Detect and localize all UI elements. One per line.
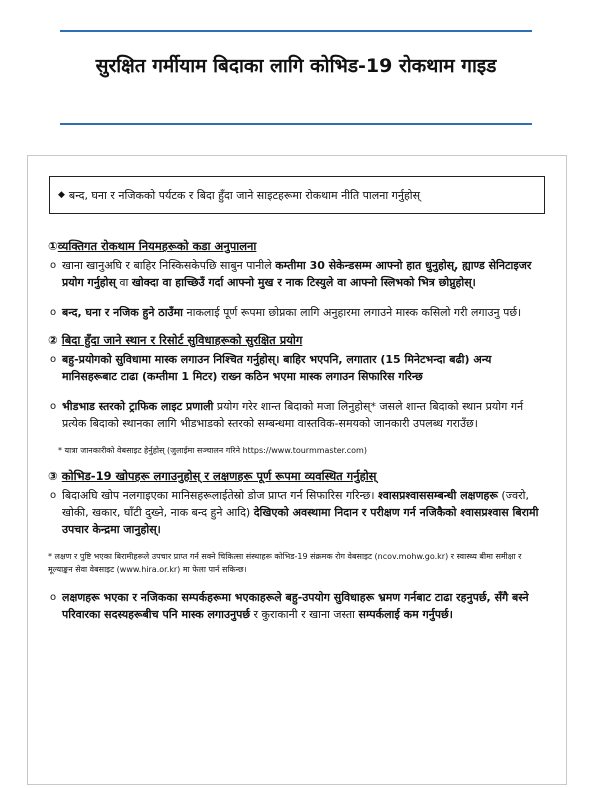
item-text: प्रयोग गरेर शान्त बिदाको मजा लिनुहोस्* जसले शान्त बिदाको स्थान प्रयोग गर्न प्रत्येक बिदाको स्थानका लागि भीडभाडको स्तरको सम्बन्धमा वास्तविक-समयको जानकारी उपलब्ध गराउँछ। [62, 400, 524, 430]
list-item [48, 398, 548, 432]
section-1-number: ① [48, 239, 58, 253]
item-text: खाना खानुअघि र बाहिर निस्किसकेपछि साबुन पानीले [62, 259, 276, 272]
item-text: वा [115, 276, 132, 289]
section-2-note: * यात्रा जानकारीको वेबसाइट हेर्नुहोस् (जुलाईमा सञ्चालन गरिने https://www.tourmmaster.com) [58, 446, 367, 455]
item-bold-text: बहु-प्रयोगको सुविधामा मास्क लगाउन निश्चित गर्नुहोस्। बाहिर भएपनि, लगातार (15 मिनेटभन्दा बढी) अन्य मानिसहरूबाट टाढा (कम्तीमा 1 मिटर) राख्न कठिन भएमा मास्क लगाउन सिफारिस गरिन्छ [62, 353, 492, 383]
item-text: र कुराकानी र खाना जस्ता [250, 608, 359, 621]
circle-bullet-icon: ο [50, 401, 57, 412]
section-1-heading [48, 238, 548, 254]
circle-bullet-icon: ο [50, 592, 57, 603]
circle-bullet-icon: ο [50, 490, 57, 501]
list-item [48, 351, 548, 385]
section-3-note: * लक्षण र पुष्टि भएका बिरामीहरूले उपचार प्राप्त गर्न सक्ने चिकित्सा संस्थाहरू कोभिड-19 संक्रमक रोग वेबसाइट (ncov.mohw.go.kr) र स्वास्थ्य बीमा समीक्षा र मूल्याङ्कन सेवा वेबसाइट (www.hira.or.kr) मा फेला पार्न सकिन्छ। [48, 552, 522, 574]
item-bold-text: सम्पर्कलाई कम गर्नुपर्छ। [358, 608, 453, 621]
section-3-number: ③ [48, 469, 58, 483]
circle-bullet-icon: ο [50, 354, 57, 365]
guide-content [48, 238, 548, 623]
callout-text: बन्द, घना र नजिकको पर्यटक र बिदा हुँदा जाने साइटहरूमा रोकथाम नीति पालना गर्नुहोस् [68, 188, 421, 202]
section-1-heading-text: व्यक्तिगत रोकथाम नियमहरूको कडा अनुपालना [57, 239, 257, 253]
item-bold-text: बन्द, घना र नजिक हुने ठाउँमा [62, 306, 184, 319]
section-3-heading [48, 468, 548, 484]
circle-bullet-icon: ο [50, 307, 57, 318]
section-2-number: ② [48, 333, 58, 347]
callout-box [49, 176, 545, 214]
item-bold-text: लक्षणहरू भएका र नजिकका सम्पर्कहरूमा भएकाहरूले बहु-उपयोग सुविधाहरू भ्रमण गर्नबाट टाढा रहनुपर्छ, सँगै बस्ने परिवारका सदस्यहरूबीच पनि मास्क लगाउनुपर्छ [62, 591, 529, 621]
item-bold-text: भीडभाड स्तरको ट्राफिक लाइट प्रणाली [62, 400, 214, 413]
item-bold-text: देखिएको अवस्थामा निदान र परीक्षण गर्न नजिकैको श्वासप्रश्वास बिरामी उपचार केन्द्रमा जानुहोस्। [62, 506, 539, 536]
list-item [48, 304, 548, 321]
item-text: बिदाअघि खोप नलगाइएका मानिसहरूलाईतेस्रो डोज प्राप्त गर्न सिफारिस गरिन्छ। [62, 489, 379, 502]
list-item [48, 257, 548, 291]
section-2-heading [48, 332, 548, 348]
list-item [48, 589, 548, 623]
list-item [48, 487, 548, 538]
circle-bullet-icon: ο [50, 260, 57, 271]
page-title: सुरक्षित गर्मीयाम बिदाका लागि कोभिड-19 रोकथाम गाइड [95, 55, 497, 77]
title-rule-top [60, 30, 532, 32]
item-text: नाकलाई पूर्ण रूपमा छोप्नका लागि अनुहारमा लगाउने मास्क कसिलो गरी लगाउनु पर्छ। [183, 306, 522, 319]
item-bold-text: कम्तीमा 30 सेकेन्डसम्म आफ्नो हात धुनुहोस्, ह्याण्ड सेनिटाइजर प्रयोग गर्नुहोस् [62, 259, 532, 289]
diamond-bullet-icon: ◆ [58, 190, 65, 200]
item-bold-text: खोक्दा वा हाच्छिउँ गर्दा आफ्नो मुख र नाक टिस्युले वा आफ्नो स्लिभको भित्र छोप्नुहोस्। [131, 276, 476, 289]
section-2-heading-text: बिदा हुँदा जाने स्थान र रिसोर्ट सुविधाहरूको सुरक्षित प्रयोग [61, 333, 303, 347]
item-text: (ज्वरो, खोकी, खकार, घाँटी दुख्ने, नाक बन्द हुने आदि) [62, 489, 529, 519]
title-rule-bottom [60, 123, 532, 125]
item-bold-text: श्वासप्रश्वाससम्बन्धी लक्षणहरू [378, 489, 498, 502]
section-3-heading-text: कोभिड-19 खोपहरू लगाउनुहोस् र लक्षणहरू पूर्ण रूपमा व्यवस्थित गर्नुहोस् [61, 469, 377, 483]
